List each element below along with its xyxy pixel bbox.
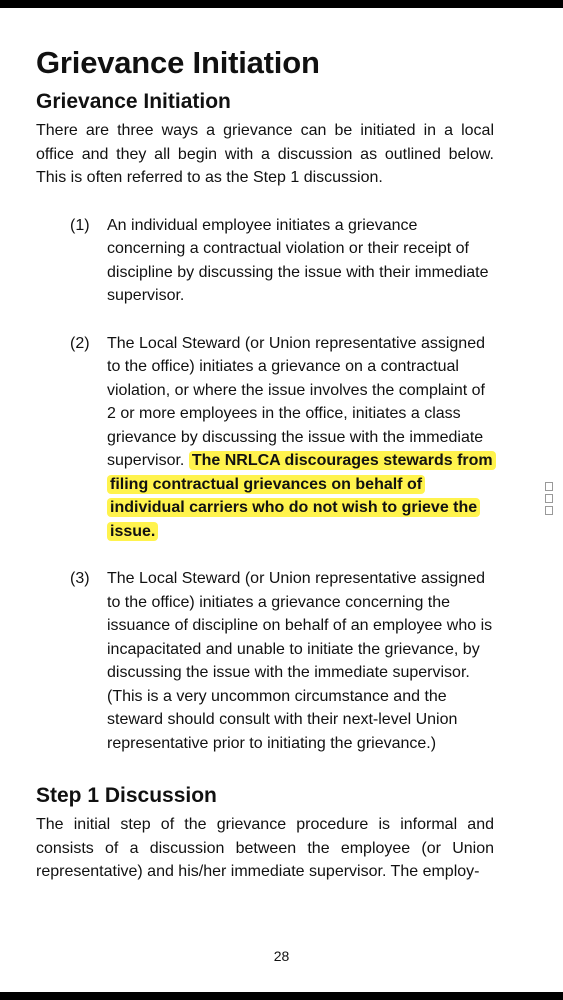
list-item-number: (2) — [70, 334, 90, 352]
initiation-list — [36, 214, 494, 756]
list-item-text: The Local Steward (or Union representative assigned to the office) initiates a grievance concerning the issuance of discipline on behalf of an employee who is incapacitated and unable to initiate the grievance, by discussing the issue with the immediate supervisor. (This is a very uncommon circumstance and the steward should consult with their next-level Union representative prior to initiating the grievance.) — [107, 570, 493, 752]
list-item-number: (1) — [70, 216, 90, 234]
highlighted-text[interactable]: The NRLCA discourages stewards from filing contractual grievances on behalf of individual carriers who do not wish to grieve the issue. — [107, 451, 496, 541]
section-heading: Grievance Initiation — [36, 90, 231, 113]
step-1-heading: Step 1 Discussion — [36, 784, 217, 807]
step-1-paragraph: The initial step of the grievance procedure is informal and consists of a discussion between the employee (or Union representative) and his/her immediate supervisor. The employ- — [36, 816, 494, 880]
list-item — [36, 332, 494, 544]
page-title: Grievance Initiation — [36, 45, 320, 80]
page-number: 28 — [273, 948, 290, 964]
top-edge-bar — [0, 0, 563, 8]
bookmark-tab-icon[interactable] — [545, 506, 553, 515]
intro-paragraph: There are three ways a grievance can be initiated in a local office and they all begin with a discussion as outlined below. This is often referred to as the Step 1 discussion. — [36, 122, 494, 186]
list-item-text: The Local Steward (or Union representative assigned to the office) initiates a grievance on a contractual violation, or where the issue involves the complaint of 2 or more employees in the office, initiates a class grievance by discussing the issue with the immediate supervisor. — [107, 334, 485, 469]
bottom-edge-bar — [0, 992, 563, 1000]
list-item-text: An individual employee initiates a grievance concerning a contractual violation or their receipt of discipline by discussing the issue with their immediate supervisor. — [107, 216, 489, 304]
side-bookmark-tabs[interactable] — [545, 482, 555, 518]
list-item-number: (3) — [70, 570, 90, 587]
document-page — [36, 42, 494, 884]
list-item — [36, 214, 494, 308]
bookmark-tab-icon[interactable] — [545, 482, 553, 491]
bookmark-tab-icon[interactable] — [545, 494, 553, 503]
list-item — [36, 567, 494, 755]
